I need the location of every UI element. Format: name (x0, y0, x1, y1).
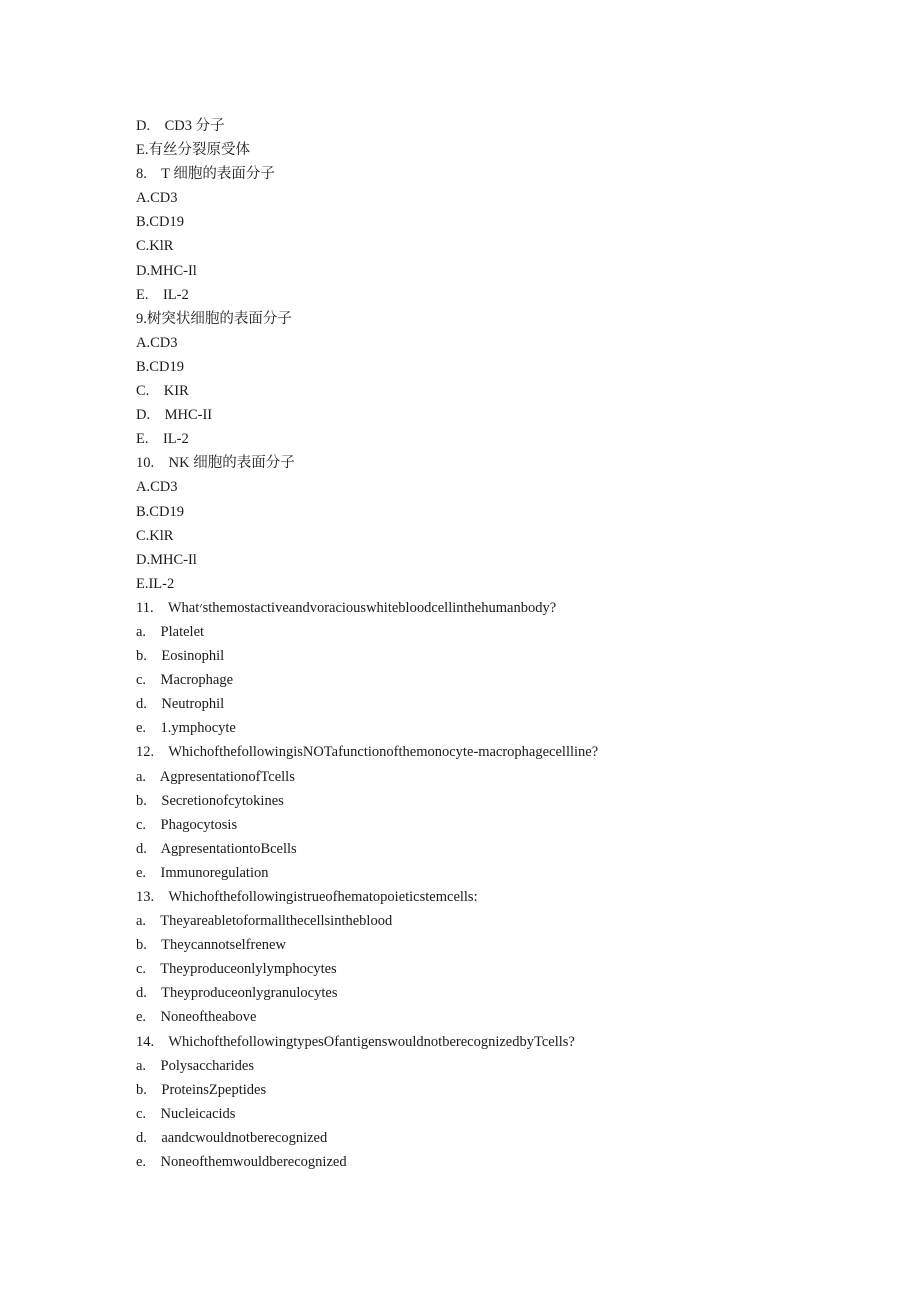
question-line: 13. Whichofthefollowingistrueofhematopoieticstemcells: (136, 889, 478, 905)
option-line: d. Neutrophil (136, 696, 225, 713)
option-line: a. Polysaccharides (136, 1057, 254, 1074)
option-line: D.MHC-Il (136, 262, 197, 279)
option-line: a. Theyareabletoformallthecellsintheblood (136, 913, 393, 930)
option-line: B.CD19 (136, 358, 184, 375)
question-line: 9.树突状细胞的表面分子 (136, 310, 292, 327)
option-line: e. Noneofthemwouldberecognized (136, 1154, 347, 1171)
option-line: E. IL-2 (136, 431, 189, 448)
option-line: d. Theyproduceonlygranulocytes (136, 985, 338, 1002)
option-line: b. Secretionofcytokines (136, 792, 284, 809)
option-line: D. MHC-II (136, 407, 213, 424)
question-line: 8. T 细胞的表面分子 (136, 166, 275, 183)
question-line: 10. NK 细胞的表面分子 (136, 455, 295, 472)
option-line: b. Eosinophil (136, 648, 225, 665)
option-line: a. AgpresentationofTcells (136, 768, 295, 785)
option-line: C. KIR (136, 383, 189, 400)
option-line: C.KlR (136, 527, 174, 544)
option-line: c. Phagocytosis (136, 816, 238, 833)
option-line: A.CD3 (136, 190, 178, 207)
option-line: B.CD19 (136, 503, 184, 520)
option-line: E. IL-2 (136, 286, 189, 303)
option-line: c. Nucleicacids (136, 1105, 236, 1122)
document-body (136, 114, 856, 1174)
question-line: 14. WhichofthefollowingtypesOfantigenswouldnotberecognizedbyTcells? (136, 1033, 575, 1050)
option-line: A.CD3 (136, 479, 178, 496)
option-line: e. Immunoregulation (136, 864, 269, 881)
option-line: E.有丝分裂原受体 (136, 142, 250, 159)
option-line: D.MHC-Il (136, 551, 197, 568)
option-line: E.IL-2 (136, 575, 175, 592)
option-line: c. Theyproduceonlylymphocytes (136, 961, 337, 978)
option-line: d. aandcwouldnotberecognized (136, 1129, 328, 1146)
option-line: b. Theycannotselfrenew (136, 937, 286, 954)
option-line: c. Macrophage (136, 672, 234, 689)
option-line: B.CD19 (136, 214, 184, 231)
option-line: D. CD3 分子 (136, 118, 225, 134)
option-line: e. Noneoftheabove (136, 1009, 257, 1026)
option-line: b. ProteinsZpeptides (136, 1081, 267, 1098)
option-line: C.KlR (136, 238, 174, 255)
option-line: a. Platelet (136, 623, 205, 640)
option-line: d. AgpresentationtoBcells (136, 840, 297, 857)
option-line: A.CD3 (136, 334, 178, 351)
option-line: e. 1.ymphocyte (136, 720, 236, 737)
question-line: 11. What׳sthemostactiveandvoraciouswhitebloodcellinthehumanbody? (136, 599, 557, 616)
question-line: 12. WhichofthefollowingisNOTafunctionofthemonocyte-macrophagecellline? (136, 744, 599, 761)
